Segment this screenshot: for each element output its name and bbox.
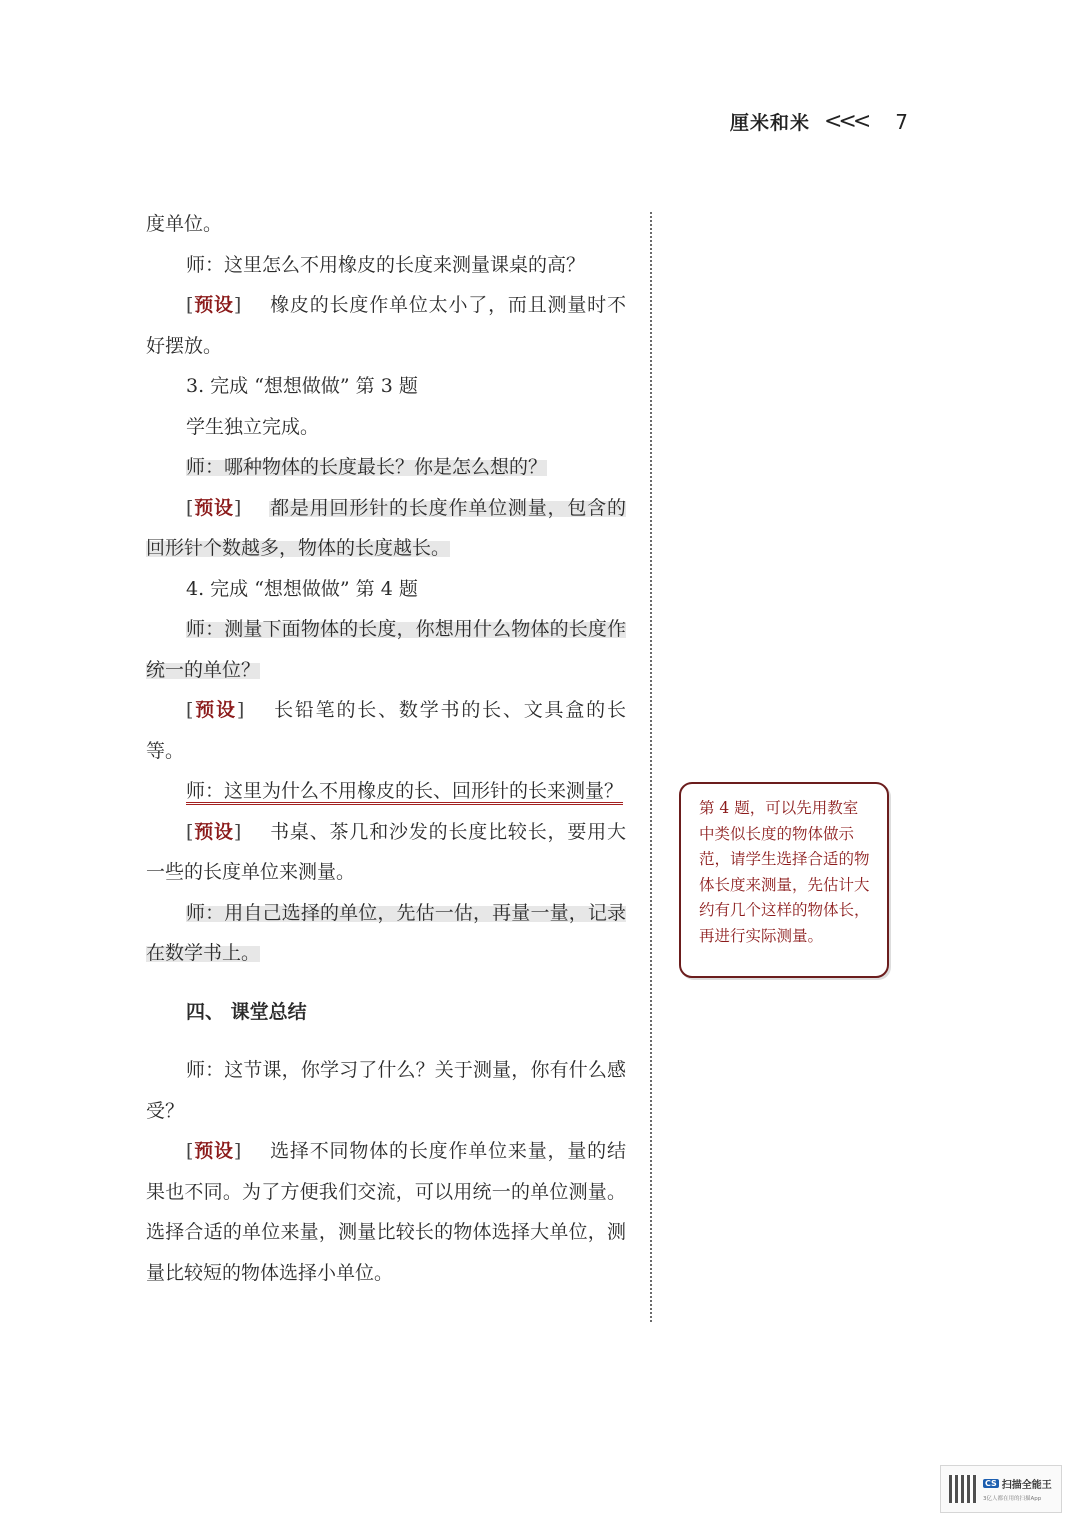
preset-paragraph: [预设] 书桌、茶几和沙发的长度比较长，要用大一些的长度单位来测量。 — [146, 820, 626, 883]
preset-label: 预设 — [193, 699, 237, 721]
preset-label: 预设 — [193, 1140, 234, 1162]
paragraph: 师：这节课，你学习了什么？关于测量，你有什么感受？ — [146, 1059, 626, 1122]
preset-text: 长铅笔的长、数学书的长、文具盒的长等。 — [146, 699, 626, 762]
page-number: 7 — [895, 109, 908, 134]
preset-paragraph: [预设] 橡皮的长度作单位太小了，而且测量时不好摆放。 — [146, 294, 626, 357]
paragraph — [146, 609, 626, 690]
preset-text: 选择不同物体的长度作单位来量，量的结果也不同。为了方便我们交流，可以用统一的单位测量。选择合适的单位来量，测量比较长的物体选择大单位，测量比较短的物体选择小单位。 — [146, 1140, 626, 1284]
camscanner-logo-icon: CS — [985, 1479, 997, 1488]
preset-label: 预设 — [193, 820, 234, 843]
watermark-name: 扫描全能王 — [1001, 1480, 1052, 1491]
scanner-watermark — [940, 1465, 1062, 1513]
highlighted-text: 师：测量下面物体的长度，你想用什么物体的长度作统一的单位？ — [146, 618, 626, 681]
chapter-title: 厘米和米 — [729, 112, 810, 134]
paragraph: 师：这里怎么不用橡皮的长度来测量课桌的高？ — [186, 253, 586, 276]
paragraph — [146, 771, 626, 812]
preset-text: 橡皮的长度作单位太小了，而且测量时不好摆放。 — [146, 294, 626, 357]
preset-label: 预设 — [193, 496, 234, 519]
preset-paragraph: [预设] 选择不同物体的长度作单位来量，量的结果也不同。为了方便我们交流，可以用统一的单位测量。选择合适的单位来量，测量比较长的物体选择大单位，测量比较短的物体选择小单位。 — [146, 1140, 626, 1284]
main-text-column — [146, 204, 626, 1293]
running-header — [730, 108, 908, 135]
preset-label: 预设 — [193, 294, 234, 316]
paragraph — [146, 447, 626, 488]
paragraph: 学生独立完成。 — [186, 415, 320, 438]
subsection-heading: 3. 完成 “想想做做” 第 3 题 — [186, 375, 418, 397]
subsection-heading: 4. 完成 “想想做做” 第 4 题 — [186, 577, 418, 600]
margin-note: 第 4 题，可以先用教室中类似长度的物体做示范，请学生选择合适的物体长度来测量，先估计大约有几个这样的物体长，再进行实际测量。 — [679, 782, 889, 978]
preset-paragraph: [预设] 长铅笔的长、数学书的长、文具盒的长等。 — [146, 699, 626, 762]
chevron-ornament: <<< — [823, 109, 868, 134]
section-heading: 四、 课堂总结 — [186, 1000, 307, 1023]
qr-code-icon — [949, 1475, 977, 1503]
watermark-tagline: 3亿人都在用的扫描App — [983, 1496, 1042, 1502]
preset-paragraph: [预设] 都是用回形针的长度作单位测量，包含的回形针个数越多，物体的长度越长。 — [146, 496, 626, 559]
paragraph — [146, 893, 626, 974]
underlined-text: 师：这里为什么不用橡皮的长、回形针的长来测量？ — [186, 780, 623, 805]
highlighted-text: 师：哪种物体的长度最长？你是怎么想的？ — [186, 456, 548, 478]
highlighted-text: 都是用回形针的长度作单位测量，包含的回形针个数越多，物体的长度越长。 — [146, 496, 626, 559]
preset-text: 书桌、茶几和沙发的长度比较长，要用大一些的长度单位来测量。 — [146, 820, 626, 883]
column-divider — [650, 212, 652, 1322]
paragraph: 度单位。 — [146, 213, 223, 235]
highlighted-text: 师：用自己选择的单位，先估一估，再量一量，记录在数学书上。 — [146, 901, 626, 964]
